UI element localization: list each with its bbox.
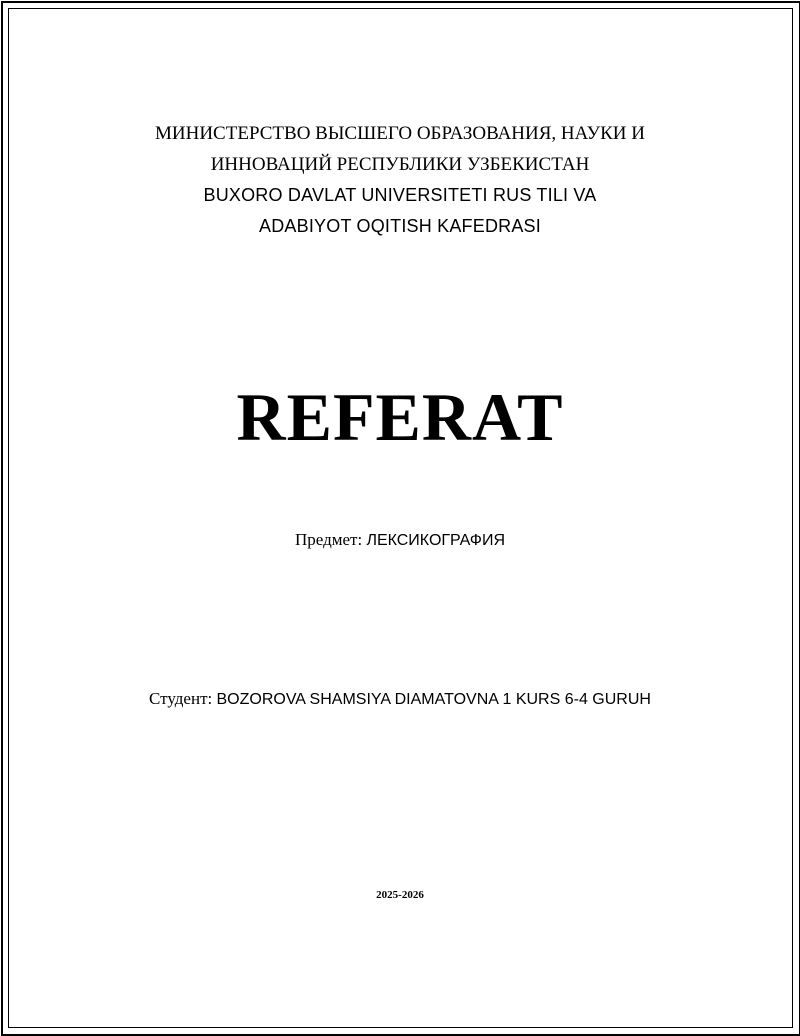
student-label: Студент: [149, 689, 213, 708]
header-line-2: ИННОВАЦИЙ РЕСПУБЛИКИ УЗБЕКИСТАН [210, 153, 590, 175]
header-line-1: МИНИСТЕРСТВО ВЫСШЕГО ОБРАЗОВАНИЯ, НАУКИ И [155, 123, 645, 144]
student-value: BOZOROVA SHAMSIYA DIAMATOVNA 1 KURS 6-4 GURUH [216, 691, 651, 708]
academic-year: 2025-2026 [376, 889, 424, 901]
subject-label: Предмет: [294, 530, 363, 549]
ministry-header [0, 119, 800, 241]
student-line [140, 686, 660, 712]
subject-value: ЛЕКСИКОГРАФИЯ [366, 532, 506, 549]
subject-line [0, 528, 800, 553]
header-line-4: ADABIYOT OQITISH KAFEDRASI [259, 215, 541, 236]
header-line-3: BUXORO DAVLAT UNIVERSITETI RUS TILI VA [203, 185, 597, 205]
document-title: REFERAT [236, 379, 564, 455]
